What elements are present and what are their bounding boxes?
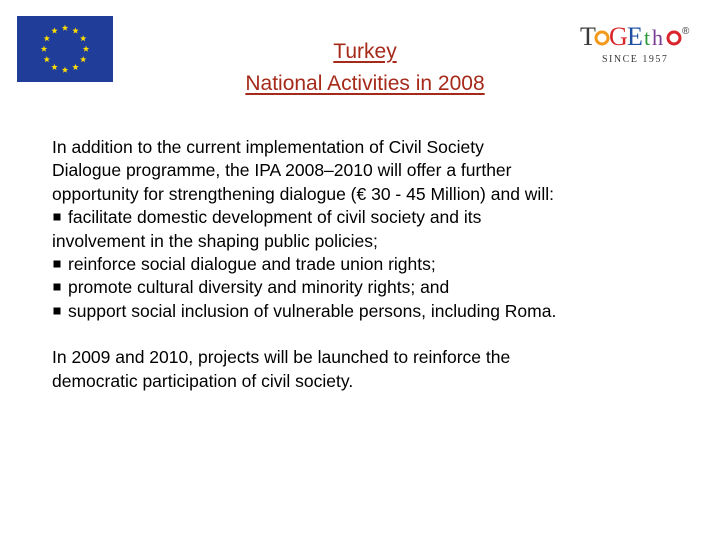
square-bullet-icon [52,212,62,222]
svg-text:E: E [627,22,643,51]
list-item [52,300,702,323]
bullet-list [52,206,702,323]
list-item [52,276,702,299]
intro-line: Dialogue programme, the IPA 2008–2010 will offer a further [52,160,512,181]
title-line-subtitle: National Activities in 2008 [245,72,485,95]
svg-text:®: ® [682,26,690,37]
square-bullet-icon [52,306,62,316]
intro-paragraph [52,136,702,206]
intro-line: opportunity for strengthening dialogue (€ 30 ‐ 45 Million) and will: [52,183,554,204]
list-item [52,253,702,276]
svg-text:G: G [609,22,628,51]
bullet-text: support social inclusion of vulnerable persons, including Roma. [68,300,557,321]
page-title [120,36,610,100]
svg-text:T: T [580,22,596,51]
logo-tagline: SINCE 1957 [602,54,669,65]
bullet-text: reinforce social dialogue and trade union rights; [68,254,436,275]
bullet-text: promote cultural diversity and minority rights; and [68,277,450,298]
svg-text:t: t [644,25,651,50]
closing-line: In 2009 and 2010, projects will be launched to reinforce the [52,347,511,368]
list-item [52,206,702,253]
square-bullet-icon [52,259,62,269]
square-bullet-icon [52,282,62,292]
slide-body [52,136,702,393]
together-logo-icon [578,18,696,68]
closing-paragraph [52,346,702,393]
closing-line: democratic participation of civil society. [52,370,354,391]
paragraph-spacer [52,323,702,346]
svg-text:h: h [652,25,663,50]
title-line-country: Turkey [333,40,397,63]
intro-line: In addition to the current implementation of Civil Society [52,137,484,157]
bullet-text: involvement in the shaping public policies; [52,230,378,251]
bullet-text: facilitate domestic development of civil society and its [68,207,482,228]
eu-flag-icon [17,16,113,82]
